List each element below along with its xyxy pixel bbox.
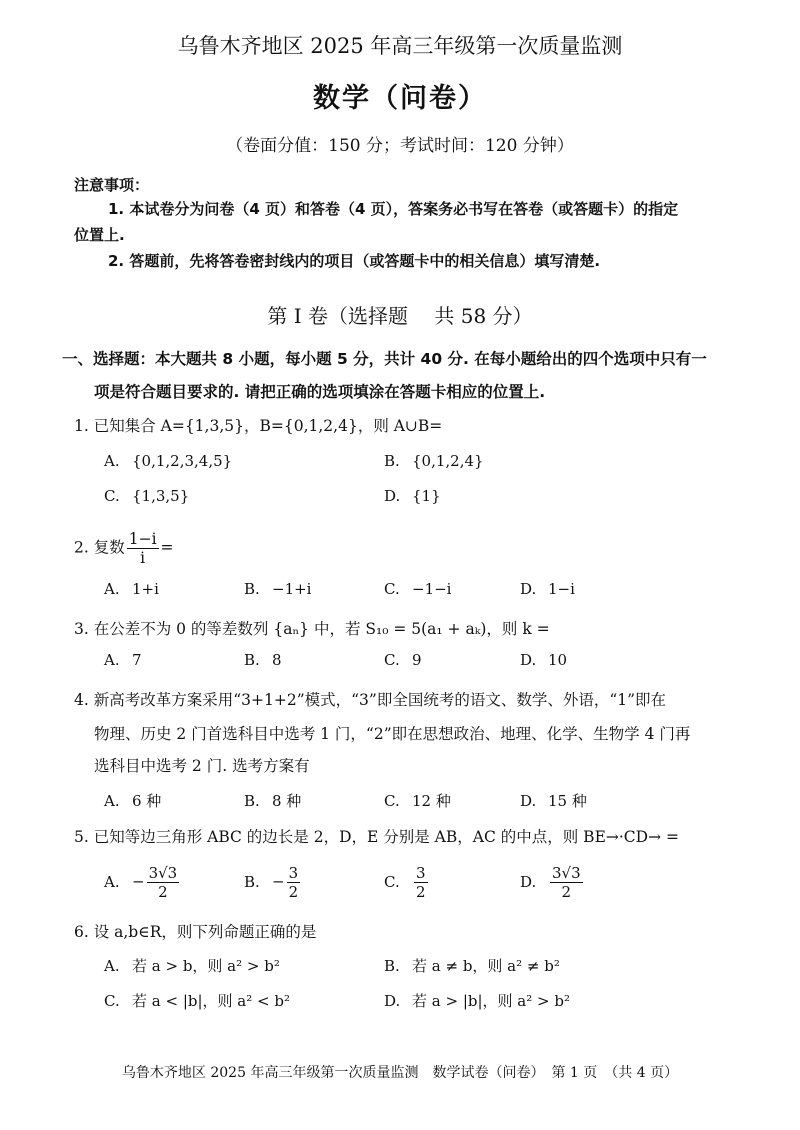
q2-fraction	[127, 530, 159, 567]
q5-option-a	[104, 864, 181, 901]
option-label: D.	[384, 487, 401, 505]
option-label: B.	[384, 452, 400, 470]
q1-option-a	[104, 452, 232, 470]
question-1	[74, 414, 442, 436]
fraction-denominator: 2	[288, 883, 299, 901]
fraction-denominator: 2	[416, 883, 426, 901]
option-label: C.	[384, 792, 400, 810]
option-label: A.	[104, 957, 120, 975]
fraction-denominator: i	[140, 549, 146, 567]
option-fraction	[550, 864, 583, 901]
question-3: 3. 在公差不为 0 的等差数列 {aₙ} 中，若 S₁₀ = 5(a₁ + aₖ)，则 k =	[74, 620, 550, 638]
exam-meta: （卷面分值：150 分；考试时间：120 分钟）	[226, 136, 574, 156]
part-heading-line-1: 一、选择题：本大题共 8 小题，每小题 5 分，共计 40 分. 在每小题给出的四个选项中只有一	[62, 350, 707, 368]
option-label: A.	[104, 452, 120, 470]
option-label: B.	[384, 957, 400, 975]
option-value: 12 种	[412, 792, 451, 810]
fraction-numerator: 3√3	[148, 864, 178, 882]
notice-item-2: 2. 答题前，先将答卷密封线内的项目（或答题卡中的相关信息）填写清楚.	[108, 252, 601, 270]
question-4-line-2: 物理、历史 2 门首选科目中选考 1 门，“2”即在思想政治、地理、化学、生物学 4 门再	[94, 725, 691, 743]
fraction-numerator: 1−i	[128, 530, 157, 548]
q4-option-d	[520, 790, 587, 811]
option-label: A.	[104, 580, 120, 598]
option-value: −1−i	[412, 580, 452, 598]
option-value: 10	[548, 651, 568, 669]
question-2	[74, 530, 174, 567]
option-value: {0,1,2,3,4,5}	[132, 452, 233, 470]
option-value: 8 种	[272, 792, 302, 810]
fraction-numerator: 3√3	[552, 864, 581, 882]
option-value: {1}	[412, 487, 441, 505]
option-label: C.	[104, 992, 120, 1010]
option-label: C.	[384, 872, 400, 891]
q5-option-c	[384, 864, 430, 901]
question-4-line-3: 选科目中选考 2 门. 选考方案有	[94, 757, 310, 775]
q2-option-a	[104, 580, 159, 598]
option-value: 1−i	[548, 580, 575, 598]
option-label: B.	[244, 872, 260, 891]
q5-option-b	[244, 864, 302, 901]
option-value: 15 种	[548, 792, 587, 810]
option-label: A.	[104, 651, 120, 669]
part-heading-line-2: 项是符合题目要求的. 请把正确的选项填涂在答题卡相应的位置上.	[94, 383, 546, 401]
fraction-numerator: 3	[288, 864, 299, 882]
section-title: 第 I 卷（选择题 共 58 分）	[267, 304, 533, 328]
option-label: A.	[104, 872, 120, 891]
question-5: 5. 已知等边三角形 ABC 的边长是 2，D，E 分别是 AB，AC 的中点，则 BE→·CD→ =	[74, 828, 679, 846]
q4-option-c	[384, 790, 451, 811]
q3-option-d	[520, 651, 567, 669]
q6-option-a	[104, 955, 280, 976]
question-1-text: 1. 已知集合 A={1,3,5}，B={0,1,2,4}，则 A∪B=	[74, 417, 443, 435]
option-fraction	[414, 864, 428, 901]
question-2-suffix: =	[160, 538, 174, 557]
q6-option-b	[384, 955, 560, 976]
option-value: −1+i	[272, 580, 312, 598]
exam-subtitle: 数学（问卷）	[313, 83, 487, 114]
question-6: 6. 设 a,b∈R，则下列命题正确的是	[74, 923, 317, 941]
fraction-numerator: 3	[416, 864, 426, 882]
option-label: A.	[104, 792, 120, 810]
q3-option-c	[384, 651, 422, 669]
option-value: 若 a ≠ b，则 a² ≠ b²	[412, 957, 560, 975]
q2-option-b	[244, 580, 311, 598]
exam-title: 乌鲁木齐地区 2025 年高三年级第一次质量监测	[177, 34, 623, 58]
option-value: 8	[272, 651, 282, 669]
option-value: {0,1,2,4}	[412, 452, 484, 470]
option-value: {1,3,5}	[132, 487, 190, 505]
option-sign: −	[132, 872, 145, 891]
option-value: 7	[132, 651, 142, 669]
notice-heading: 注意事项：	[74, 176, 150, 194]
q1-option-c	[104, 487, 189, 505]
option-label: B.	[244, 792, 260, 810]
option-sign: −	[272, 872, 285, 891]
option-label: D.	[520, 651, 537, 669]
option-label: D.	[520, 872, 537, 891]
q2-option-c	[384, 580, 451, 598]
fraction-denominator: 2	[158, 883, 168, 901]
q1-option-d	[384, 487, 441, 505]
option-label: C.	[384, 651, 400, 669]
option-value: 若 a > |b|，则 a² > b²	[412, 992, 570, 1010]
notice-item-1-line-2: 位置上.	[74, 226, 125, 244]
fraction-denominator: 2	[561, 883, 572, 901]
option-label: C.	[384, 580, 400, 598]
question-4-line-1: 4. 新高考改革方案采用“3+1+2”模式，“3”即全国统考的语文、数学、外语，“1”即在	[74, 691, 667, 709]
q6-option-d	[384, 990, 570, 1011]
question-2-prefix: 2. 复数	[74, 538, 125, 557]
option-label: D.	[520, 792, 537, 810]
q4-option-a	[104, 790, 161, 811]
option-value: 1+i	[132, 580, 159, 598]
q3-option-b	[244, 651, 282, 669]
option-label: B.	[244, 651, 260, 669]
page-footer: 乌鲁木齐地区 2025 年高三年级第一次质量监测 数学试卷（问卷） 第 1 页 （共 4 页）	[121, 1065, 679, 1081]
q6-option-c	[104, 990, 290, 1011]
q4-option-b	[244, 790, 301, 811]
q1-option-b	[384, 452, 484, 470]
option-label: B.	[244, 580, 260, 598]
option-label: D.	[520, 580, 537, 598]
option-value: 若 a > b，则 a² > b²	[132, 957, 280, 975]
option-value: 9	[412, 651, 422, 669]
q3-option-a	[104, 651, 142, 669]
option-value: 6 种	[132, 792, 162, 810]
option-label: D.	[384, 992, 401, 1010]
notice-item-1-line-1: 1. 本试卷分为问卷（4 页）和答卷（4 页），答案务必书写在答卷（或答题卡）的指定	[108, 200, 679, 218]
option-fraction	[147, 864, 180, 901]
q2-option-d	[520, 580, 575, 598]
option-fraction	[287, 864, 301, 901]
q5-option-d	[520, 864, 585, 901]
option-value: 若 a < |b|，则 a² < b²	[132, 992, 290, 1010]
option-label: C.	[104, 487, 120, 505]
